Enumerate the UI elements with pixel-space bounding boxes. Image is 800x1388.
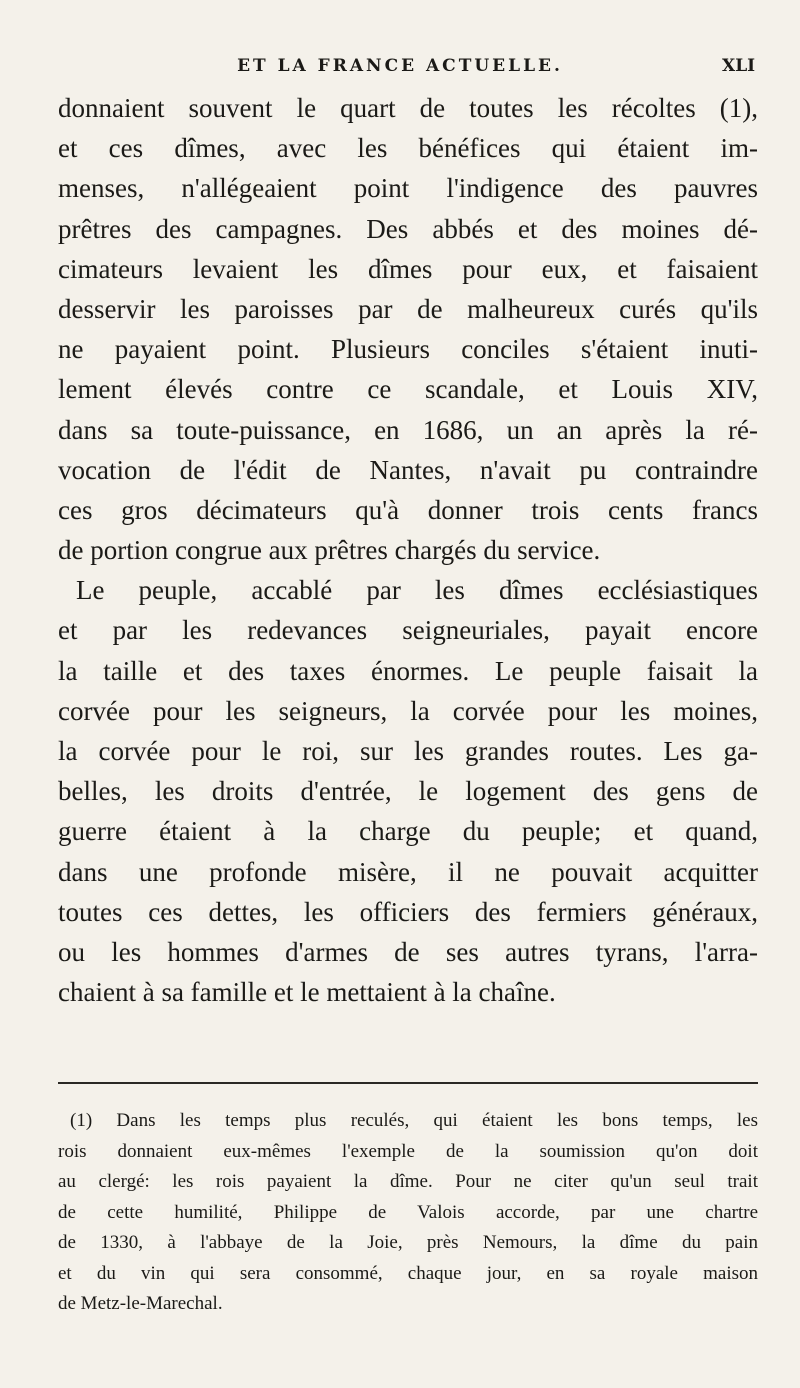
text-line: menses, n'allégeaient point l'indigence des pauvres <box>58 173 758 204</box>
main-text-block <box>58 88 758 1012</box>
text-line: guerre étaient à la charge du peuple; et quand, <box>58 816 758 847</box>
text-line: et par les redevances seigneuriales, payait encore <box>58 615 758 646</box>
text-line: desservir les paroisses par de malheureux curés qu'ils <box>58 293 758 324</box>
footnote-block <box>58 1106 758 1320</box>
page-number: XLI <box>722 56 756 76</box>
footnote-line: (1) Dans les temps plus reculés, qui étaient les bons temps, les <box>70 1110 758 1131</box>
footnote-line: de cette humilité, Philippe de Valois accorde, par une chartre <box>58 1201 758 1223</box>
text-line: lement élevés contre ce scandale, et Louis XIV, <box>58 374 758 405</box>
text-line: toutes ces dettes, les officiers des fermiers généraux, <box>58 896 758 927</box>
text-line: Le peuple, accablé par les dîmes ecclésiastiques <box>76 575 758 606</box>
text-line: ou les hommes d'armes de ses autres tyrans, l'arra- <box>58 936 758 967</box>
text-line: vocation de l'édit de Nantes, n'avait pu contraindre <box>58 454 758 485</box>
running-header <box>0 56 800 86</box>
footnote-line: et du vin qui sera consommé, chaque jour, en sa royale maison <box>58 1262 758 1284</box>
text-line: corvée pour les seigneurs, la corvée pour les moines, <box>58 695 758 726</box>
text-line: donnaient souvent le quart de toutes les récoltes (1), <box>58 93 758 123</box>
running-title: ET LA FRANCE ACTUELLE. <box>237 56 563 76</box>
text-line: dans sa toute-puissance, en 1686, un an après la ré- <box>58 414 758 445</box>
text-line: ne payaient point. Plusieurs conciles s'étaient inuti- <box>58 334 758 365</box>
text-line: et ces dîmes, avec les bénéfices qui étaient im- <box>58 133 758 164</box>
text-line: cimateurs levaient les dîmes pour eux, et faisaient <box>58 253 758 284</box>
text-line: chaient à sa famille et le mettaient à la chaîne. <box>58 977 556 1008</box>
text-line: belles, les droits d'entrée, le logement des gens de <box>58 776 758 807</box>
footnote-divider <box>58 1082 758 1084</box>
footnote-line: de 1330, à l'abbaye de la Joie, près Nemours, la dîme du pain <box>58 1232 758 1253</box>
text-line: la corvée pour le roi, sur les grandes routes. Les ga- <box>58 736 758 766</box>
footnote-line: de Metz-le-Marechal. <box>58 1293 223 1314</box>
text-line: dans une profonde misère, il ne pouvait acquitter <box>58 856 758 887</box>
footnote-line: rois donnaient eux-mêmes l'exemple de la soumission qu'on doit <box>58 1140 758 1162</box>
footnote-line: au clergé: les rois payaient la dîme. Pour ne citer qu'un seul trait <box>58 1171 758 1192</box>
text-line: la taille et des taxes énormes. Le peuple faisait la <box>58 655 758 686</box>
text-line: ces gros décimateurs qu'à donner trois cents francs <box>58 494 758 525</box>
text-line: prêtres des campagnes. Des abbés et des moines dé- <box>58 213 758 244</box>
text-line: de portion congrue aux prêtres chargés du service. <box>58 535 601 566</box>
